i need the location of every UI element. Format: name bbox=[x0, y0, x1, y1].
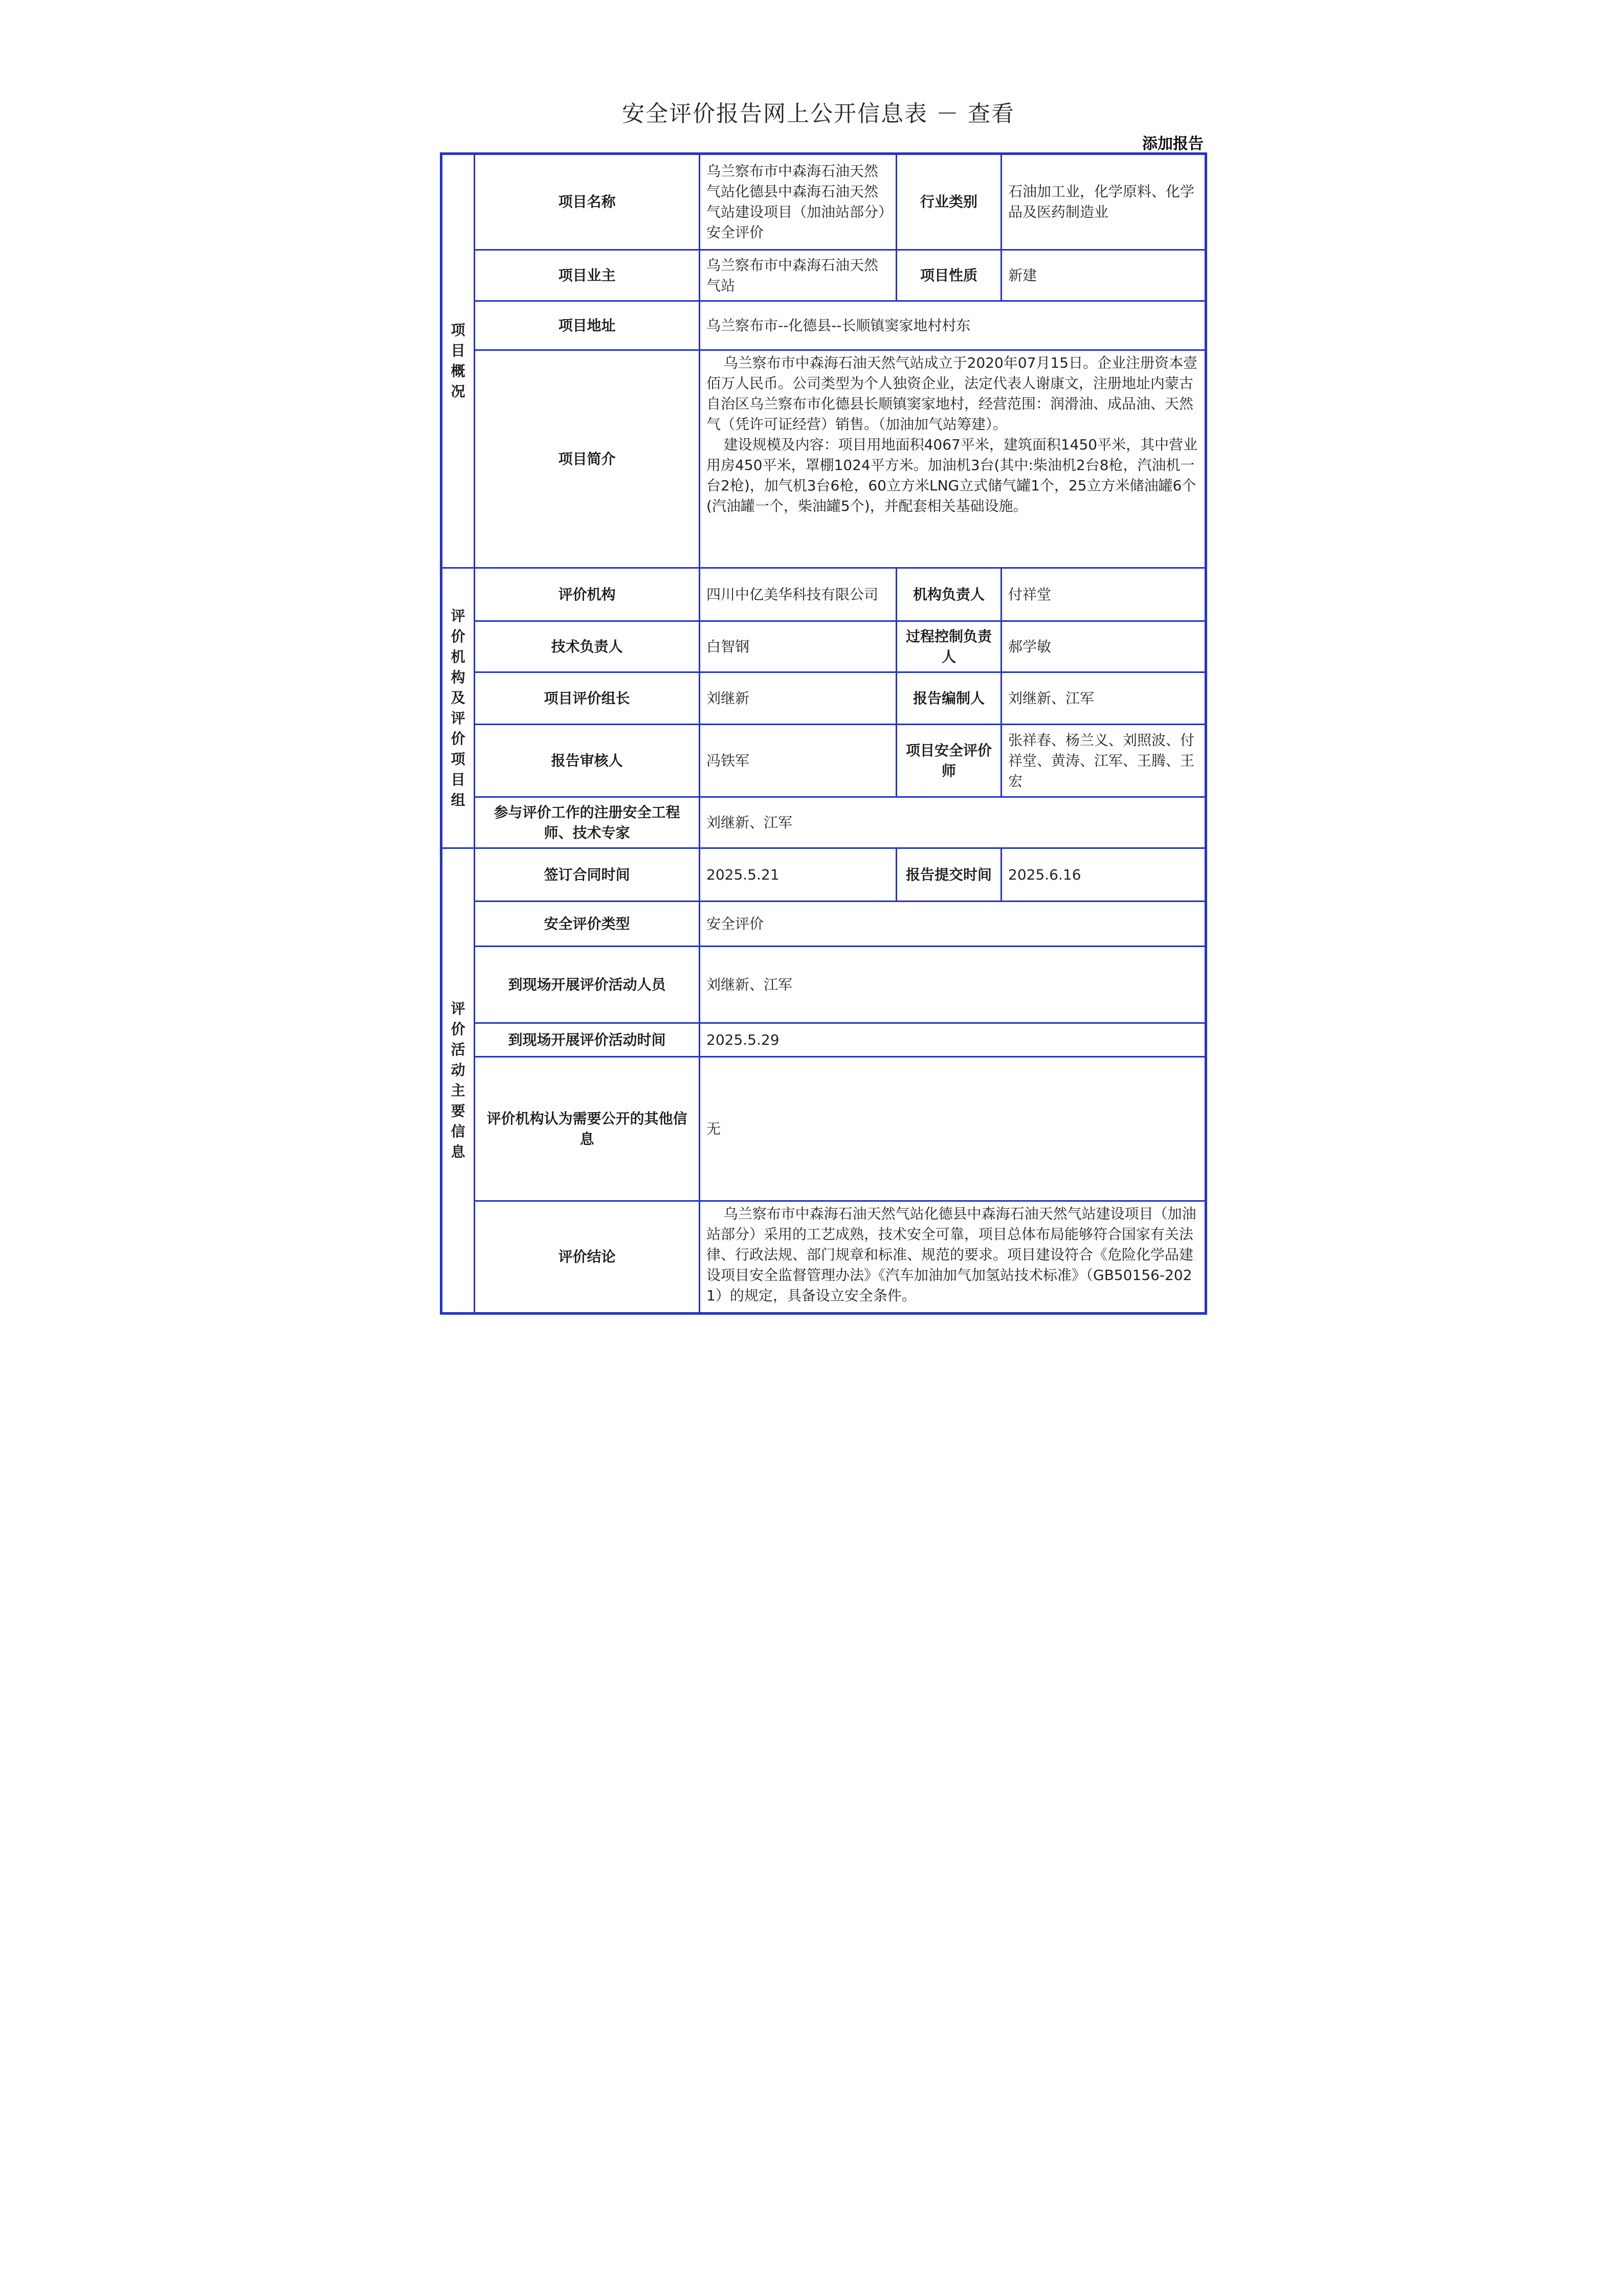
agency-head-value: 付祥堂 bbox=[1002, 568, 1206, 621]
add-report-link[interactable]: 添加报告 bbox=[1142, 135, 1204, 153]
project-intro-label: 项目简介 bbox=[475, 350, 700, 568]
intro-paragraph-2: 建设规模及内容：项目用地面积4067平米，建筑面积1450平米，其中营业用房450平米，罩棚1024平方米。加油机3台(其中:柴油机2台8枪，汽油机一台2枪)，加气机3台6枪，60立方米LNG立式储气罐1个，25立方米储油罐6个(汽油罐一个，柴油罐5个)，并配套相关基础设施。 bbox=[706, 436, 1198, 514]
page-title: 安全评价报告网上公开信息表 － 查看 bbox=[622, 101, 1015, 127]
table-row bbox=[441, 797, 1206, 848]
project-name-value: 乌兰察布市中森海石油天然气站化德县中森海石油天然气站建设项目（加油站部分）安全评价 bbox=[700, 154, 897, 250]
table-row bbox=[441, 1057, 1206, 1201]
section-activity: 评 价 活 动 主 要 信 息 bbox=[441, 848, 475, 1314]
onsite-people-label: 到现场开展评价活动人员 bbox=[475, 947, 700, 1023]
project-owner-value: 乌兰察布市中森海石油天然气站 bbox=[700, 250, 897, 301]
table-row bbox=[441, 725, 1206, 797]
table-row bbox=[441, 350, 1206, 568]
conclusion-label: 评价结论 bbox=[475, 1201, 700, 1314]
other-info-label: 评价机构认为需要公开的其他信息 bbox=[475, 1057, 700, 1201]
table-row bbox=[441, 301, 1206, 350]
onsite-time-label: 到现场开展评价活动时间 bbox=[475, 1023, 700, 1057]
agency-label: 评价机构 bbox=[475, 568, 700, 621]
table-row bbox=[441, 154, 1206, 250]
engineers-label: 参与评价工作的注册安全工程师、技术专家 bbox=[475, 797, 700, 848]
team-leader-label: 项目评价组长 bbox=[475, 672, 700, 725]
safety-assessor-value: 张祥春、杨兰义、刘照波、付祥堂、黄涛、江军、王腾、王宏 bbox=[1002, 725, 1206, 797]
onsite-people-value: 刘继新、江军 bbox=[700, 947, 1206, 1023]
table-row bbox=[441, 672, 1206, 725]
project-owner-label: 项目业主 bbox=[475, 250, 700, 301]
eval-type-label: 安全评价类型 bbox=[475, 902, 700, 947]
contract-time-value: 2025.5.21 bbox=[700, 848, 897, 902]
section-org: 评 价 机 构 及 评 价 项 目 组 bbox=[441, 568, 475, 848]
process-head-label: 过程控制负责人 bbox=[897, 621, 1002, 672]
industry-value: 石油加工业，化学原料、化学品及医药制造业 bbox=[1002, 154, 1206, 250]
table-row bbox=[441, 1201, 1206, 1314]
info-table bbox=[440, 152, 1207, 1315]
contract-time-label: 签订合同时间 bbox=[475, 848, 700, 902]
safety-assessor-label: 项目安全评价师 bbox=[897, 725, 1002, 797]
table-row bbox=[441, 621, 1206, 672]
reviewer-value: 冯铁军 bbox=[700, 725, 897, 797]
report-writer-label: 报告编制人 bbox=[897, 672, 1002, 725]
team-leader-value: 刘继新 bbox=[700, 672, 897, 725]
table-row bbox=[441, 947, 1206, 1023]
table-row bbox=[441, 1023, 1206, 1057]
submit-time-label: 报告提交时间 bbox=[897, 848, 1002, 902]
engineers-value: 刘继新、江军 bbox=[700, 797, 1206, 848]
report-writer-value: 刘继新、江军 bbox=[1002, 672, 1206, 725]
reviewer-label: 报告审核人 bbox=[475, 725, 700, 797]
submit-time-value: 2025.6.16 bbox=[1002, 848, 1206, 902]
process-head-value: 郝学敏 bbox=[1002, 621, 1206, 672]
onsite-time-value: 2025.5.29 bbox=[700, 1023, 1206, 1057]
table-row bbox=[441, 902, 1206, 947]
project-address-value: 乌兰察布市--化德县--长顺镇窦家地村村东 bbox=[700, 301, 1206, 350]
section-overview: 项 目 概 况 bbox=[441, 154, 475, 568]
table-row bbox=[441, 848, 1206, 902]
eval-type-value: 安全评价 bbox=[700, 902, 1206, 947]
table-row bbox=[441, 568, 1206, 621]
agency-value: 四川中亿美华科技有限公司 bbox=[700, 568, 897, 621]
project-address-label: 项目地址 bbox=[475, 301, 700, 350]
project-nature-value: 新建 bbox=[1002, 250, 1206, 301]
project-nature-label: 项目性质 bbox=[897, 250, 1002, 301]
tech-head-value: 白智钢 bbox=[700, 621, 897, 672]
agency-head-label: 机构负责人 bbox=[897, 568, 1002, 621]
industry-label: 行业类别 bbox=[897, 154, 1002, 250]
project-intro-value bbox=[700, 350, 1206, 568]
table-row bbox=[441, 250, 1206, 301]
project-name-label: 项目名称 bbox=[475, 154, 700, 250]
conclusion-value: 乌兰察布市中森海石油天然气站化德县中森海石油天然气站建设项目（加油站部分）采用的工艺成熟，技术安全可靠，项目总体布局能够符合国家有关法律、行政法规、部门规章和标准、规范的要求。项目建设符合《危险化学品建设项目安全监督管理办法》《汽车加油加气加氢站技术标准》（GB50156-2021）的规定，具备设立安全条件。 bbox=[700, 1201, 1206, 1314]
intro-paragraph-1: 乌兰察布市中森海石油天然气站成立于2020年07月15日。企业注册资本壹佰万人民币。公司类型为个人独资企业，法定代表人谢康文，注册地址内蒙古自治区乌兰察布市化德县长顺镇窦家地村，经营范围：润滑油、成品油、天然气（凭许可证经营）销售。（加油加气站筹建）。 bbox=[706, 354, 1198, 433]
other-info-value: 无 bbox=[700, 1057, 1206, 1201]
tech-head-label: 技术负责人 bbox=[475, 621, 700, 672]
